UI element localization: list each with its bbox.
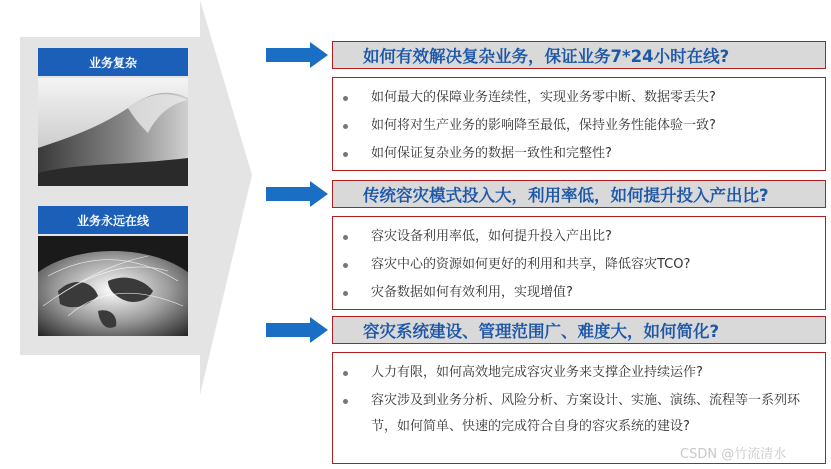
card-label-always-online: 业务永远在线: [38, 206, 188, 234]
section-header-1-text: 如何有效解决复杂业务，保证业务7*24小时在线?: [363, 47, 730, 66]
globe-network-image: [38, 236, 188, 336]
arrow-icon: [266, 181, 328, 207]
bullet-dot-icon: [343, 124, 348, 129]
bullet-list-1: [332, 77, 826, 171]
section-header-2-text: 传统容灾模式投入大，利用率低，如何提升投入产出比?: [363, 186, 769, 205]
list-item: 容灾设备利用率低，如何提升投入产出比?: [333, 228, 825, 256]
card-label-complex-business: 业务复杂: [38, 48, 188, 76]
bullet-dot-icon: [343, 152, 348, 157]
bullet-dot-icon: [343, 291, 348, 296]
list-item: 容灾中心的资源如何更好的利用和共享，降低容灾TCO?: [333, 256, 825, 284]
list-item: 如何保证复杂业务的数据一致性和完整性?: [333, 145, 825, 173]
list-item: 容灾涉及到业务分析、风险分析、方案设计、实施、演练、流程等一系列环节，如何简单、快速的完成符合自身的容灾系统的建设?: [333, 388, 825, 440]
arrow-icon: [266, 317, 328, 343]
section-header-3: [332, 316, 826, 344]
list-item: 如何将对生产业务的影响降至最低，保持业务性能体验一致?: [333, 117, 825, 145]
bullet-dot-icon: [343, 399, 348, 404]
bullet-dot-icon: [343, 263, 348, 268]
list-item: 人力有限，如何高效地完成容灾业务来支撑企业持续运作?: [333, 364, 825, 392]
section-header-3-text: 容灾系统建设、管理范围广、难度大，如何简化?: [363, 322, 720, 341]
section-header-1: [332, 41, 826, 69]
bullet-dot-icon: [343, 96, 348, 101]
wave-image: [38, 78, 188, 186]
bullet-list-2: [332, 216, 826, 310]
list-item: 如何最大的保障业务连续性，实现业务零中断、数据零丢失?: [333, 89, 825, 117]
bullet-dot-icon: [343, 371, 348, 376]
arrow-icon: [266, 42, 328, 68]
section-header-2: [332, 180, 826, 208]
list-item: 灾备数据如何有效利用，实现增值?: [333, 284, 825, 312]
watermark: CSDN @竹流清水: [680, 447, 787, 462]
bullet-dot-icon: [343, 235, 348, 240]
